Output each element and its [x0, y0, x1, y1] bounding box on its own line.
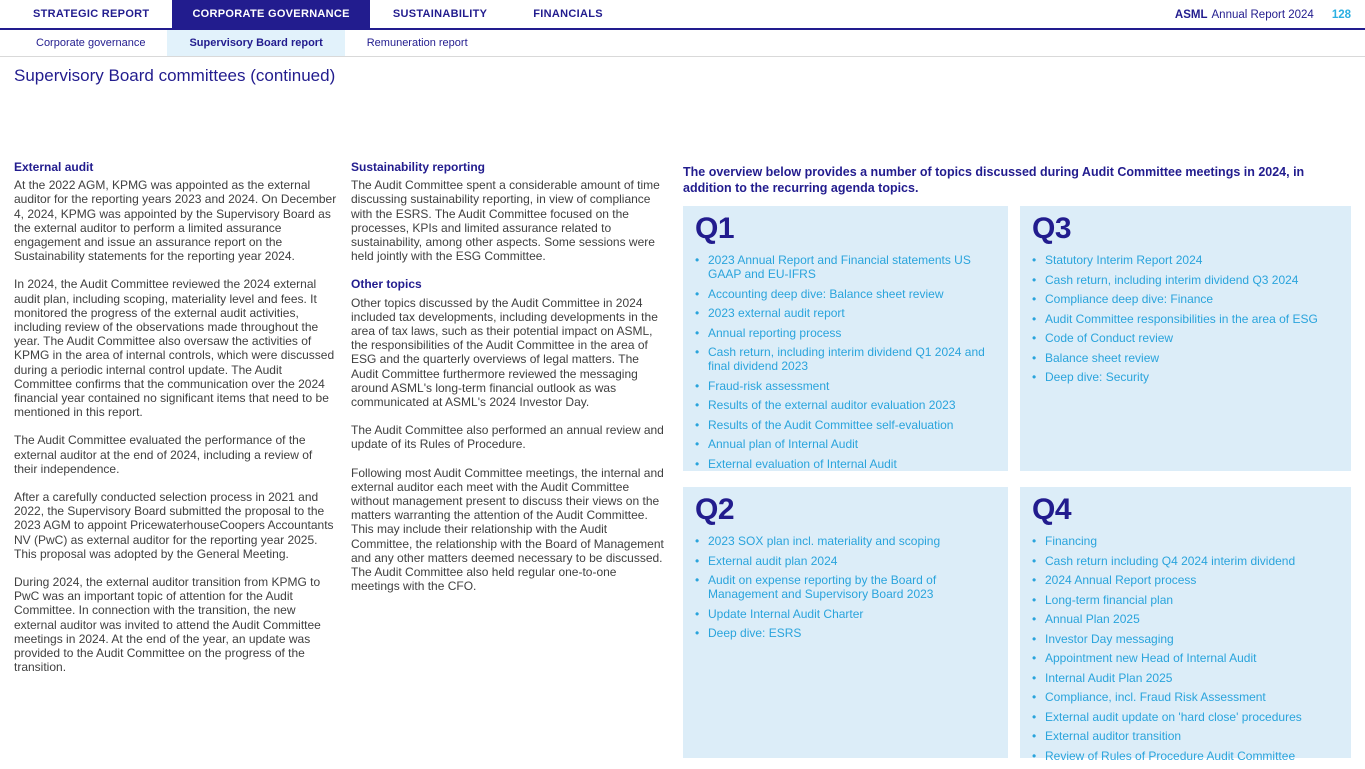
quarter-label-q4: Q4 — [1032, 493, 1072, 526]
quarter-box-q3 — [1020, 206, 1351, 471]
list-item: • Results of the Audit Committee self-evaluation — [695, 418, 994, 432]
section-heading-sustainability-reporting: Sustainability reporting — [351, 160, 486, 174]
list-item: • Appointment new Head of Internal Audit — [1032, 651, 1337, 665]
paragraph: After a carefully conducted selection process in 2021 and 2022, the Supervisory Board submitted the proposal to the 2023 AGM to appoint PricewaterhouseCoopers Accountants NV (PwC) as external auditor for the reporting year 2025. This proposal was adopted by the General Meeting. — [14, 490, 334, 561]
list-item: • Deep dive: Security — [1032, 370, 1337, 384]
list-item: • Annual reporting process — [695, 326, 994, 340]
audit-committee-overview — [683, 164, 1351, 763]
quarter-label-q1: Q1 — [695, 212, 735, 245]
list-item: • Accounting deep dive: Balance sheet review — [695, 287, 994, 301]
list-item: • Balance sheet review — [1032, 351, 1337, 365]
list-item: • Deep dive: ESRS — [695, 626, 994, 640]
list-item: • External auditor transition — [1032, 729, 1337, 743]
subtab-remuneration-report[interactable]: Remuneration report — [366, 37, 468, 49]
list-item: • 2023 external audit report — [695, 306, 994, 320]
list-item: • Investor Day messaging — [1032, 632, 1337, 646]
tab-corporate-governance[interactable]: CORPORATE GOVERNANCE — [172, 0, 369, 28]
quarter-label-q2: Q2 — [695, 493, 735, 526]
list-item: • Update Internal Audit Charter — [695, 607, 994, 621]
list-item: • Results of the external auditor evaluation 2023 — [695, 398, 994, 412]
paragraph: The Audit Committee also performed an annual review and update of its Rules of Procedure. — [351, 423, 664, 452]
list-item: • Compliance, incl. Fraud Risk Assessment — [1032, 690, 1337, 704]
brand-subtitle: Annual Report 2024 — [1211, 9, 1314, 21]
list-item: • External evaluation of Internal Audit — [695, 457, 994, 471]
sub-navigation — [0, 30, 1365, 57]
quarter-topic-list — [695, 253, 994, 471]
paragraph: In 2024, the Audit Committee reviewed the 2024 external audit plan, including scoping, materiality level and fees. It monitored the progress of the external audit activities, including review of the observations made throughout the year. The Audit Committee also oversaw the activities of KPMG in the area of internal controls, which were discussed during a periodic internal control update. The Audit Committee confirms that the communication over the 2024 financial year contained no significant items that need to be mentioned in this report. — [14, 277, 335, 420]
list-item: • Review of Rules of Procedure Audit Committee — [1032, 749, 1337, 763]
list-item: • Statutory Interim Report 2024 — [1032, 253, 1337, 267]
list-item: • External audit plan 2024 — [695, 554, 994, 568]
quarter-topic-list — [1032, 534, 1337, 763]
text-column-external-audit — [14, 160, 338, 689]
paragraph: Other topics discussed by the Audit Committee in 2024 included tax developments, including developments in the area of tax laws, such as their potential impact on ASML, the responsibilities of the Audit Committee in the area of ESG and the quarterly overviews of legal matters. The Audit Committee furthermore reviewed the messaging around ASML's long-term financial outlook as was communicated at ASML's 2024 Investor Day. — [351, 295, 658, 410]
list-item: • 2023 Annual Report and Financial statements US GAAP and EU-IFRS — [695, 253, 994, 281]
list-item: • Long-term financial plan — [1032, 593, 1337, 607]
list-item: • Audit Committee responsibilities in the area of ESG — [1032, 312, 1337, 326]
paragraph: Following most Audit Committee meetings, the internal and external auditor each meet with the Audit Committee without management present to discuss their views on the matters warranting the attention of the Audit Committee. This may include their relationship with the Audit Committee, the relationship with the Board of Management and any other matters deemed necessary to be discussed. The Audit Committee also held regular one-to-one meetings with the CFO. — [351, 465, 664, 594]
list-item: • Fraud-risk assessment — [695, 379, 994, 393]
quarter-box-q4 — [1020, 487, 1351, 763]
quarter-label-q3: Q3 — [1032, 212, 1072, 245]
overview-intro: The overview below provides a number of topics discussed during Audit Committee meetings in 2024, in addition to the recurring agenda topics. — [683, 165, 1305, 195]
paragraph: During 2024, the external auditor transition from KPMG to PwC was an important topic of attention for the Audit Committee. In connection with the transition, the new external auditor was invited to attend the Audit Committee meetings in 2024. At the end of the year, an update was provided to the Audit Committee on the progress of the transition. — [14, 575, 321, 675]
top-navigation — [0, 0, 1365, 30]
list-item: • Annual Plan 2025 — [1032, 612, 1337, 626]
paragraph: The Audit Committee evaluated the performance of the external auditor at the end of 2024, including a review of their independence. — [14, 433, 313, 476]
list-item: • 2024 Annual Report process — [1032, 573, 1337, 587]
list-item: • Code of Conduct review — [1032, 331, 1337, 345]
list-item: • Compliance deep dive: Finance — [1032, 292, 1337, 306]
subtab-corporate-governance[interactable]: Corporate governance — [36, 37, 146, 49]
list-item: • Internal Audit Plan 2025 — [1032, 671, 1337, 685]
quarter-topic-list — [695, 534, 994, 640]
list-item: • External audit update on 'hard close' procedures — [1032, 710, 1337, 724]
list-item: • 2023 SOX plan incl. materiality and scoping — [695, 534, 994, 548]
tab-sustainability[interactable]: SUSTAINABILITY — [392, 8, 488, 20]
brand-name: ASML — [1174, 9, 1208, 21]
page-title: Supervisory Board committees (continued) — [14, 66, 336, 85]
report-brand — [1175, 0, 1351, 30]
paragraph: The Audit Committee spent a considerable amount of time discussing sustainability reporting, in view of compliance with the ESRS. The Audit Committee focused on the processes, KPIs and limited assurance related to sustainability, among other aspects. Some sessions were held jointly with the ESG Committee. — [351, 178, 660, 264]
text-column-sustainability-other — [351, 160, 668, 607]
paragraph: At the 2022 AGM, KPMG was appointed as the external auditor for the reporting years 2023 and 2024. On December 4, 2024, KPMG was appointed by the Supervisory Board as the external auditor to perform a limited assurance engagement and issue an assurance report on the Sustainability statements for the reporting year 2024. — [14, 178, 337, 264]
quarter-grid — [683, 206, 1351, 763]
section-heading-external-audit: External audit — [14, 160, 94, 174]
section-heading-other-topics: Other topics — [351, 277, 422, 292]
subtab-supervisory-board-report[interactable]: Supervisory Board report — [167, 30, 344, 56]
list-item: • Cash return, including interim dividend Q1 2024 and final dividend 2023 — [695, 345, 994, 373]
quarter-topic-list — [1032, 253, 1337, 384]
list-item: • Audit on expense reporting by the Board of Management and Supervisory Board 2023 — [695, 573, 994, 601]
list-item: • Cash return including Q4 2024 interim dividend — [1032, 554, 1337, 568]
quarter-box-q2 — [683, 487, 1008, 758]
list-item: • Financing — [1032, 534, 1337, 548]
list-item: • Cash return, including interim dividend Q3 2024 — [1032, 273, 1337, 287]
list-item: • Annual plan of Internal Audit — [695, 437, 994, 451]
quarter-box-q1 — [683, 206, 1008, 471]
tab-strategic-report[interactable]: STRATEGIC REPORT — [33, 8, 150, 20]
page-number: 128 — [1331, 9, 1351, 21]
tab-financials[interactable]: FINANCIALS — [533, 8, 603, 20]
